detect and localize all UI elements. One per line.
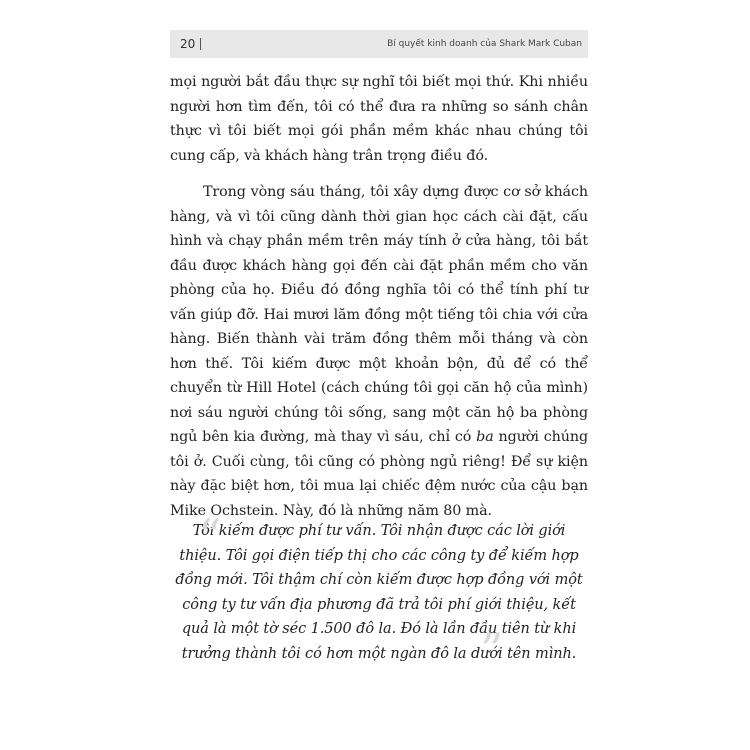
paragraph-2-emphasis: ba [476, 429, 494, 445]
book-title: Bí quyết kinh doanh của Shark Mark Cuban [387, 39, 582, 49]
paragraph-2-text-a: Trong vòng sáu tháng, tôi xây dựng được cơ sở khách hàng, và vì tôi cũng dành thời gian học cách cài đặt, cấu hình và chạy phần mềm trên máy tính ở cửa hàng, tôi bắt đầu được khách hàng gọi đến cài đặt phần mềm cho văn phòng của họ. Điều đó đồng nghĩa tôi có thể tính phí tư vấn giúp đỡ. Hai mươi lăm đồng một tiếng tôi chia với cửa hàng. Biến thành vài trăm đồng thêm mỗi tháng và còn hơn thế. Tôi kiếm được một khoản bộn, đủ để có thể chuyển từ Hill Hotel (cách chúng tôi gọi căn hộ của mình) nơi sáu người chúng tôi sống, sang một căn hộ ba phòng ngủ bên kia đường, mà thay vì sáu, chỉ có [170, 184, 588, 445]
paragraph-2 [170, 180, 588, 523]
open-quote-mark: “ [198, 509, 222, 563]
paragraph-1: mọi người bắt đầu thực sự nghĩ tôi biết mọi thứ. Khi nhiều người hơn tìm đến, tôi có thể đưa ra những so sánh chân thực vì tôi biết mọi gói phần mềm khác nhau chúng tôi cung cấp, và khách hàng trân trọng điều đó. [170, 74, 588, 164]
header-divider [200, 38, 201, 50]
pull-quote [170, 509, 588, 677]
page-number: 20 [180, 37, 196, 51]
close-quote-mark: ” [480, 623, 504, 677]
paragraph-2-text-b: người chúng tôi ở. Cuối cùng, tôi cũng có phòng ngủ riêng! Để sự kiện này đặc biệt hơn, tôi mua lại chiếc đệm nước của cậu bạn Mike Ochstein. Này, đó là những năm 80 mà. [170, 429, 588, 519]
pull-quote-text: Tôi kiếm được phí tư vấn. Tôi nhận được các lời giới thiệu. Tôi gọi điện tiếp thị cho các công ty để kiếm hợp đồng mới. Tôi thậm chí còn kiếm được hợp đồng với một công ty tư vấn địa phương đã trả tôi phí giới thiệu, kết quả là một tờ séc 1.500 đô la. Đó là lần đầu tiên từ khi trưởng thành tôi có hơn một ngàn đô la dưới tên mình. [175, 523, 583, 662]
